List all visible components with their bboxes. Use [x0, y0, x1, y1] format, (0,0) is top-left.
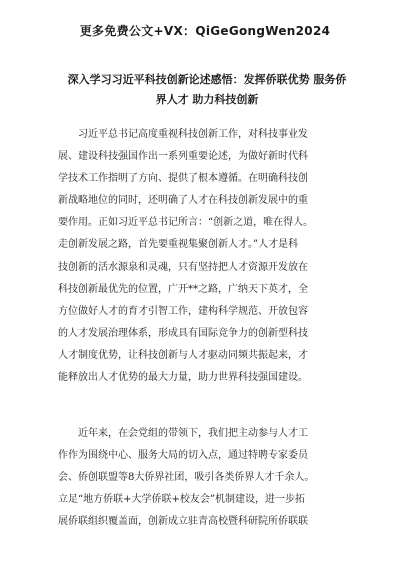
text-line: 人才制度优势，让科技创新与人才驱动同频共振起来，才 — [58, 349, 308, 361]
text-line: 立足“地方侨联+大学侨联+校友会”机制建设，进一步拓 — [58, 494, 305, 506]
text-line: 技创新的活水源泉和灵魂，只有坚持把人才资源开发放在 — [58, 261, 308, 273]
text-line: 作作为围绕中心、服务大局的切入点，通过特聘专家委员 — [58, 450, 308, 462]
text-line: 科技创新最优先的位置，广开**之路，广纳天下英才，全 — [58, 283, 308, 295]
text-line: 的人才发展治理体系，形成具有国际竞争力的创新型科技 — [58, 327, 308, 339]
watermark-header: 更多免费公文+VX：QiGeGongWen2024 — [79, 24, 331, 38]
title-line: 界人才 助力科技创新 — [155, 93, 259, 106]
text-line: 会、侨创联盟等8大侨界社团，吸引各类侨界人才千余人。 — [58, 472, 315, 484]
text-line: 展侨联组织覆盖面，创新成立驻青高校暨科研院所侨联联 — [58, 516, 308, 528]
text-line: 要作用。正如习近平总书记所言：“创新之道，唯在得人。 — [58, 217, 314, 229]
text-line: 新战略地位的同时，还明确了人才在科技创新发展中的重 — [58, 195, 308, 207]
title-line: 深入学习习近平科技创新论述感悟：发挥侨联优势 服务侨 — [67, 73, 347, 86]
text-line: 能释放出人才优势的最大力量，助力世界科技强国建设。 — [58, 372, 308, 384]
document-title — [52, 70, 362, 110]
paragraph-1 — [58, 124, 356, 389]
text-line: 习近平总书记高度重视科技创新工作，对科技事业发 — [78, 129, 308, 140]
text-line: 展、建设科技强国作出一系列重要论述，为做好新时代科 — [58, 151, 308, 163]
text-line: 学技术工作指明了方向、提供了根本遵循。在明确科技创 — [58, 173, 308, 185]
text-line: 方位做好人才的育才引智工作，建构科学规范、开放包容 — [58, 305, 308, 317]
text-line: 走创新发展之路，首先要重视集聚创新人才。”人才是科 — [58, 239, 299, 251]
paragraph-2 — [58, 423, 356, 533]
text-line: 近年来，在会党组的带领下，我们把主动参与人才工 — [78, 428, 308, 439]
